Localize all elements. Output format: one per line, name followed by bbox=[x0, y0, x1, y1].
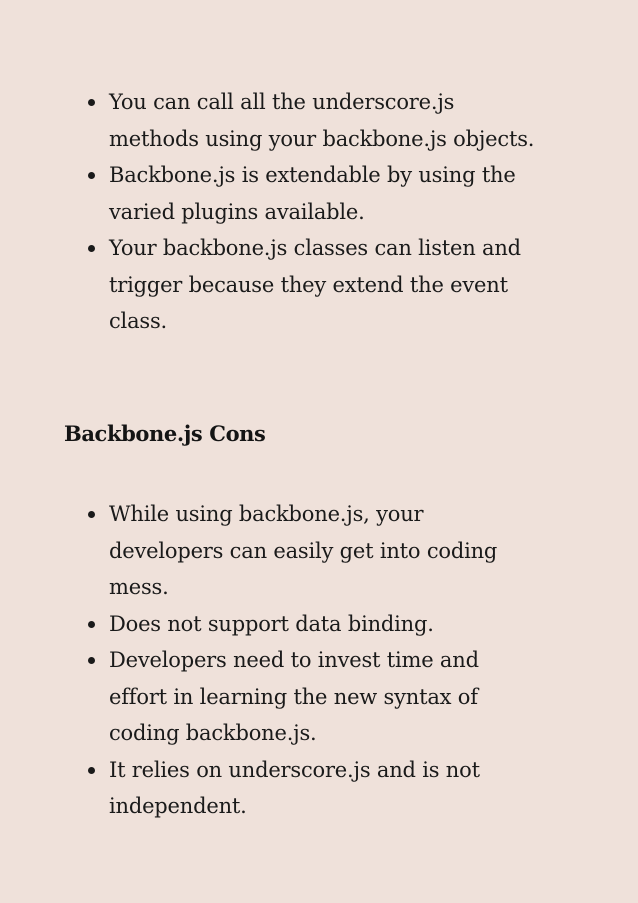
list-item bbox=[88, 642, 538, 752]
bullet-dot-icon bbox=[88, 172, 95, 179]
bullet-dot-icon bbox=[88, 511, 95, 518]
list-item-text: It relies on underscore.js and is not independent. bbox=[109, 757, 480, 818]
list-item-text: While using backbone.js, your developers can easily get into coding mess. bbox=[109, 502, 498, 599]
bullet-dot-icon bbox=[88, 767, 95, 774]
cons-heading: Backbone.js Cons bbox=[64, 421, 266, 446]
bullet-dot-icon bbox=[88, 245, 95, 252]
cons-bullet-list bbox=[88, 496, 538, 825]
list-item-text: Does not support data binding. bbox=[109, 611, 434, 636]
list-item bbox=[88, 230, 538, 340]
list-item-text: Developers need to invest time and effort in learning the new syntax of coding backbone.js. bbox=[109, 648, 479, 745]
list-item-text: Your backbone.js classes can listen and trigger because they extend the event class. bbox=[109, 236, 521, 333]
list-item bbox=[88, 752, 538, 825]
list-item bbox=[88, 157, 538, 230]
pros-bullet-list bbox=[88, 84, 538, 340]
list-item bbox=[88, 606, 538, 643]
list-item bbox=[88, 496, 538, 606]
bullet-dot-icon bbox=[88, 657, 95, 664]
list-item-text: You can call all the underscore.js methods using your backbone.js objects. bbox=[109, 90, 535, 151]
list-item-text: Backbone.js is extendable by using the varied plugins available. bbox=[109, 163, 516, 224]
bullet-dot-icon bbox=[88, 621, 95, 628]
list-item bbox=[88, 84, 538, 157]
bullet-dot-icon bbox=[88, 99, 95, 106]
